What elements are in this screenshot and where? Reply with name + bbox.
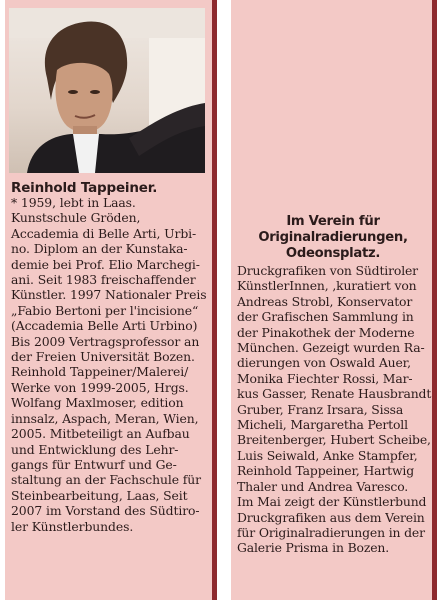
left-column-divider: [212, 0, 217, 600]
bio-line: staltung an der Fachschule für: [11, 472, 201, 488]
bio-line: Künstler. 1997 Nationaler Preis: [11, 287, 207, 303]
bio-line: der Freien Universität Bozen.: [11, 349, 195, 365]
body-line: Reinhold Tappeiner, Hartwig: [237, 463, 415, 479]
artist-biography: [11, 195, 209, 534]
bio-line: innsalz, Aspach, Meran, Wien,: [11, 410, 199, 426]
bio-line: 2005. Mitbeteiligt an Aufbau: [11, 426, 190, 442]
body-line: der Grafischen Sammlung in: [237, 309, 414, 325]
bio-line: Accademia di Belle Arti, Urbi-: [11, 225, 197, 241]
body-line: Druckgrafiken aus dem Verein: [237, 509, 425, 525]
bio-line: Steinbearbeitung, Laas, Seit: [11, 487, 188, 503]
body-line: Im Mai zeigt der Künstlerbund: [237, 494, 427, 510]
body-line: Thaler und Andrea Varesco.: [237, 478, 409, 494]
body-line: Luis Seiwald, Anke Stampfer,: [237, 447, 418, 463]
bio-line: ani. Seit 1983 freischaffender: [11, 272, 196, 288]
bio-line: „Fabio Bertoni per l'incisione“: [11, 302, 199, 318]
body-line: für Originalradierungen in der: [237, 524, 425, 540]
bio-line: und Entwicklung des Lehr-: [11, 441, 179, 457]
bio-line: 2007 im Vorstand des Südtiro-: [11, 503, 200, 519]
body-line: KünstlerInnen, ‚kuratiert von: [237, 278, 417, 294]
bio-line: demie bei Prof. Elio Marchegi-: [11, 256, 200, 272]
bio-line: Werke von 1999-2005, Hrgs.: [11, 379, 189, 395]
artist-portrait-photo: [9, 8, 205, 173]
bio-line: Kunstschule Gröden,: [11, 210, 141, 226]
bio-line: Reinhold Tappeiner/Malerei/: [11, 364, 189, 380]
body-line: Micheli, Margaretha Pertoll: [237, 417, 408, 433]
body-line: Druckgrafiken von Südtiroler: [237, 263, 418, 278]
artist-name: Reinhold Tappeiner.: [11, 180, 158, 196]
body-line: Andreas Strobl, Konservator: [237, 293, 413, 309]
heading-line: Im Verein für: [286, 214, 380, 229]
heading-line: Originalradierungen,: [258, 230, 408, 245]
bio-line: Wolfang Maxlmoser, edition: [11, 395, 184, 411]
body-line: Galerie Prisma in Bozen.: [237, 540, 390, 556]
body-line: Gruber, Franz Irsara, Sissa: [237, 401, 404, 417]
bio-line: Bis 2009 Vertragsprofessor an: [11, 333, 200, 349]
exhibition-description: [237, 263, 432, 556]
bio-line: no. Diplom an der Kunstaka-: [11, 241, 188, 257]
bio-line: ler Künstlerbundes.: [11, 518, 134, 534]
body-line: der Pinakothek der Moderne: [237, 324, 415, 340]
body-line: kus Gasser, Renate Hausbrandt: [237, 386, 432, 402]
body-line: dierungen von Oswald Auer,: [237, 355, 411, 371]
body-line: München. Gezeigt wurden Ra-: [237, 340, 425, 356]
heading-line: Odeonsplatz.: [285, 246, 381, 261]
exhibition-heading: [238, 214, 428, 262]
right-column-divider: [432, 0, 437, 600]
bio-line: gangs für Entwurf und Ge-: [11, 456, 177, 472]
bio-line: (Accademia Belle Arti Urbino): [11, 318, 198, 334]
body-line: Monika Fiechter Rossi, Mar-: [237, 370, 413, 386]
bio-line: * 1959, lebt in Laas.: [11, 195, 136, 210]
body-line: Breitenberger, Hubert Scheibe,: [237, 432, 431, 448]
